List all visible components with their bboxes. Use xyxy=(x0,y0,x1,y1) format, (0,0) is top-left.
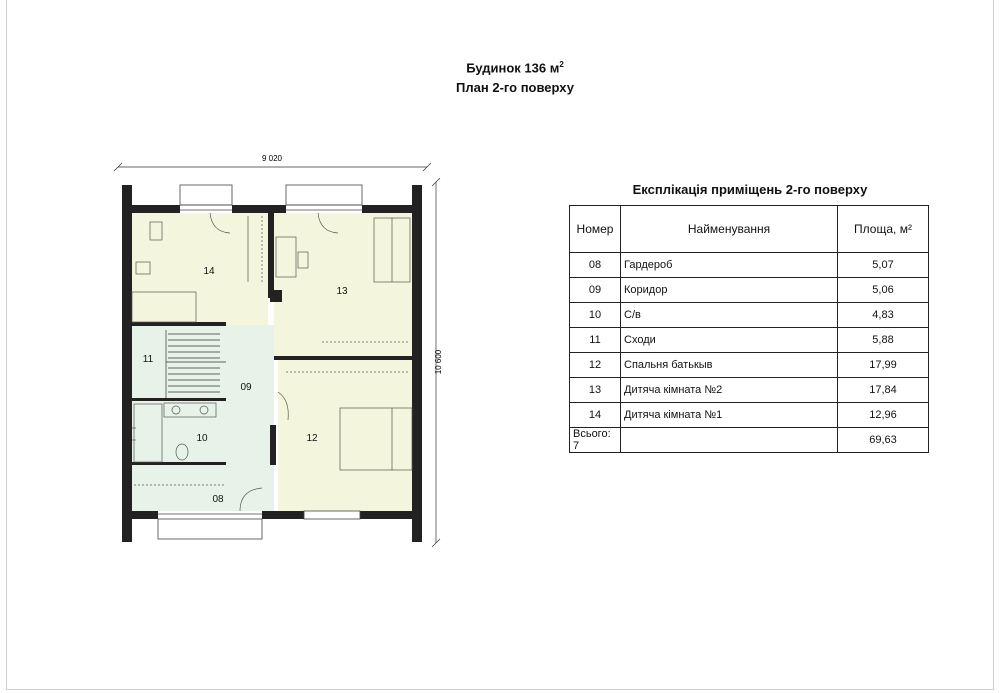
page-title: Будинок 136 $м^2$ xyxy=(466,60,564,76)
table-total-row xyxy=(570,428,929,453)
table-row: 08 Гардероб 5,07 xyxy=(570,253,929,278)
header-name: Найменування xyxy=(621,206,838,253)
table-header-row xyxy=(570,206,929,253)
table-row: 09 Коридор 5,06 xyxy=(570,278,929,303)
table-row: 14 Дитяча кімната №1 12,96 xyxy=(570,403,929,428)
table-title: Експлікація приміщень 2-го поверху xyxy=(632,182,868,197)
header-number: Номер xyxy=(570,206,621,253)
total-label: Всього: 7 xyxy=(570,428,621,453)
dimension-width-label: 9 020 xyxy=(261,154,283,163)
table-row: 11 Сходи 5,88 xyxy=(570,328,929,353)
dimension-width xyxy=(114,154,431,171)
room-label-09: 09 xyxy=(240,382,252,393)
room-label-14: 14 xyxy=(203,266,215,277)
dimension-height-label: 10 600 xyxy=(434,349,443,375)
explication-table xyxy=(569,205,929,453)
room-label-13: 13 xyxy=(336,286,348,297)
table-row: 10 С/в 4,83 xyxy=(570,303,929,328)
dimension-height xyxy=(432,178,443,547)
table-row: 12 Спальня батькыв 17,99 xyxy=(570,353,929,378)
room-label-11: 11 xyxy=(142,354,154,365)
total-area: 69,63 xyxy=(838,428,929,453)
room-label-12: 12 xyxy=(306,433,318,444)
page-subtitle: План 2-го поверху xyxy=(456,80,574,95)
room-label-08: 08 xyxy=(212,494,224,505)
table-row: 13 Дитяча кімната №2 17,84 xyxy=(570,378,929,403)
header-area: Площа, м² xyxy=(838,206,929,253)
room-label-10: 10 xyxy=(196,433,208,444)
